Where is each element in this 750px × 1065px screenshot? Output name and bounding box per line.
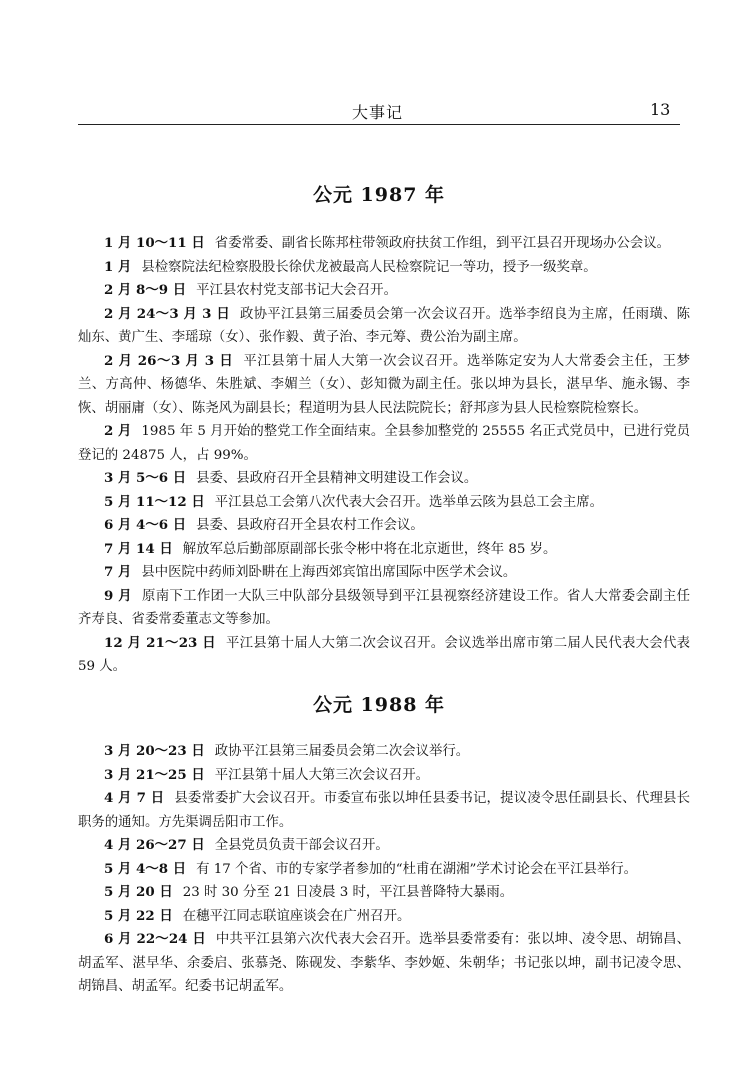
- entry-text: 县委、县政府召开全县精神文明建设工作会议。: [196, 471, 478, 486]
- chronicle-entry: [78, 350, 690, 421]
- entry-text: 政协平江县第三届委员会第二次会议举行。: [214, 744, 470, 759]
- chronicle-entry: [78, 834, 690, 858]
- entry-text: 平江县第十届人大第三次会议召开。: [214, 767, 429, 783]
- entry-date: 5 月 22 日: [104, 907, 173, 924]
- chronicle-entry: [78, 491, 690, 515]
- entry-text: 县检察院法纪检察股股长徐伏龙被最高人民检察院记一等功，授予一级奖章。: [141, 259, 597, 275]
- section-entries-1987: [78, 232, 690, 679]
- entry-text: 1985 年 5 月开始的整党工作全面结束。全县参加整党的 25555 名正式党员中，已进行党员登记的 24875 人，占 99%。: [78, 424, 690, 463]
- section-entries-1988: [78, 740, 690, 999]
- chronicle-entry: [78, 787, 690, 834]
- entry-date: 9 月: [104, 587, 133, 604]
- chronicle-entry: [78, 740, 690, 764]
- chronicle-entry: [78, 256, 690, 280]
- entry-text: 政协平江县第三届委员会第一次会议召开。选举李绍良为主席，任雨璜、陈灿东、黄广生、李瑶琼（女）、张作毅、黄子治、李元筹、费公治为副主席。: [78, 306, 690, 345]
- entry-date: 7 月: [104, 564, 132, 580]
- entry-text: 县中医院中药师刘卧畊在上海西郊宾馆出席国际中医学术会议。: [141, 565, 517, 580]
- chronicle-entry: [78, 232, 690, 256]
- chronicle-entry: [78, 881, 690, 905]
- entry-date: 6 月 4～6 日: [104, 517, 187, 533]
- entry-text: 平江县第十届人大第一次会议召开。选举陈定安为人大常委会主任，王梦兰、方高仲、杨德华、朱胜斌、李媚兰（女）、彭知微为副主任。张以坤为县长，湛早华、施永锡、李恢、胡丽庸（女）、陈尧风为副县长；程道明为县人民法院院长；舒邦彦为县人民检察院检察长。: [78, 353, 690, 416]
- entry-text: 解放军总后勤部原副部长张令彬中将在北京逝世，终年 85 岁。: [182, 541, 557, 557]
- entry-date: 2 月: [104, 423, 132, 439]
- entry-text: 县委常委扩大会议召开。市委宣布张以坤任县委书记，提议凌令思任副县长、代理县长职务的通知。方先渠调岳阳市工作。: [78, 791, 690, 830]
- entry-text: 平江县农村党支部书记大会召开。: [196, 283, 397, 298]
- entry-text: 中共平江县第六次代表大会召开。选举县委常委有：张以坤、凌令思、胡锦昌、胡孟军、湛早华、余委启、张慕尧、陈砚发、李紫华、李妙姬、朱朝华；书记张以坤，副书记凌令思、胡锦昌、胡孟军。纪委书记胡孟军。: [78, 932, 690, 994]
- entry-text: 23 时 30 分至 21 日凌晨 3 时，平江县普降特大暴雨。: [182, 885, 514, 900]
- entry-text: 全县党员负责干部会议召开。: [214, 838, 389, 853]
- entry-text: 有 17 个省、市的专家学者参加的“杜甫在湖湘”学术讨论会在平江县举行。: [196, 861, 638, 877]
- page-number: 13: [650, 100, 671, 119]
- entry-text: 平江县第十届人大第二次会议召开。会议选举出席市第二届人民代表大会代表 59 人。: [78, 635, 691, 674]
- chronicle-entry: [78, 303, 690, 350]
- entry-text: 平江县总工会第八次代表大会召开。选举单云陔为县总工会主席。: [214, 494, 604, 510]
- entry-date: 2 月 24～3 月 3 日: [104, 305, 230, 322]
- chronicle-entry: [78, 538, 690, 562]
- entry-date: 5 月 11～12 日: [104, 493, 205, 510]
- entry-date: 6 月 22～24 日: [104, 931, 206, 947]
- entry-date: 2 月 8～9 日: [104, 282, 187, 298]
- entry-date: 4 月 7 日: [104, 790, 165, 806]
- entry-date: 2 月 26～3 月 3 日: [104, 352, 234, 369]
- chronicle-entry: [78, 279, 690, 303]
- entry-text: 省委常委、副省长陈邦柱带领政府扶贫工作组，到平江县召开现场办公会议。: [214, 236, 671, 251]
- entry-date: 5 月 20 日: [104, 884, 173, 900]
- entry-date: 1 月: [104, 258, 132, 275]
- entry-date: 5 月 4～8 日: [104, 860, 187, 877]
- chronicle-entry: [78, 561, 690, 585]
- chronicle-entry: [78, 420, 690, 467]
- entry-date: 12 月 21～23 日: [104, 634, 216, 651]
- section-title-1988: 公元 1988 年: [312, 694, 446, 716]
- running-header-title: 大事记: [352, 103, 404, 122]
- header-rule: [78, 124, 680, 125]
- entry-date: 1 月 10～11 日: [104, 235, 205, 251]
- entry-text: 县委、县政府召开全县农村工作会议。: [196, 518, 424, 533]
- section-title-1987: 公元 1987 年: [312, 184, 446, 206]
- chronicle-entry: [78, 858, 690, 882]
- entry-date: 4 月 26～27 日: [104, 837, 205, 853]
- chronicle-entry: [78, 905, 690, 929]
- chronicle-entry: [78, 514, 690, 538]
- chronicle-entry: [78, 764, 690, 788]
- chronicle-entry: [78, 632, 690, 679]
- chronicle-entry: [78, 585, 690, 632]
- entry-text: 原南下工作团一大队三中队部分县级领导到平江县视察经济建设工作。省人大常委会副主任齐寿良、省委常委董志文等参加。: [78, 588, 691, 627]
- chronicle-entry: [78, 467, 690, 491]
- entry-date: 3 月 5～6 日: [104, 470, 187, 486]
- entry-date: 3 月 20～23 日: [104, 743, 205, 759]
- entry-date: 3 月 21～25 日: [104, 766, 205, 783]
- entry-date: 7 月 14 日: [104, 540, 173, 557]
- chronicle-entry: [78, 928, 690, 999]
- entry-text: 在穗平江同志联谊座谈会在广州召开。: [182, 908, 411, 924]
